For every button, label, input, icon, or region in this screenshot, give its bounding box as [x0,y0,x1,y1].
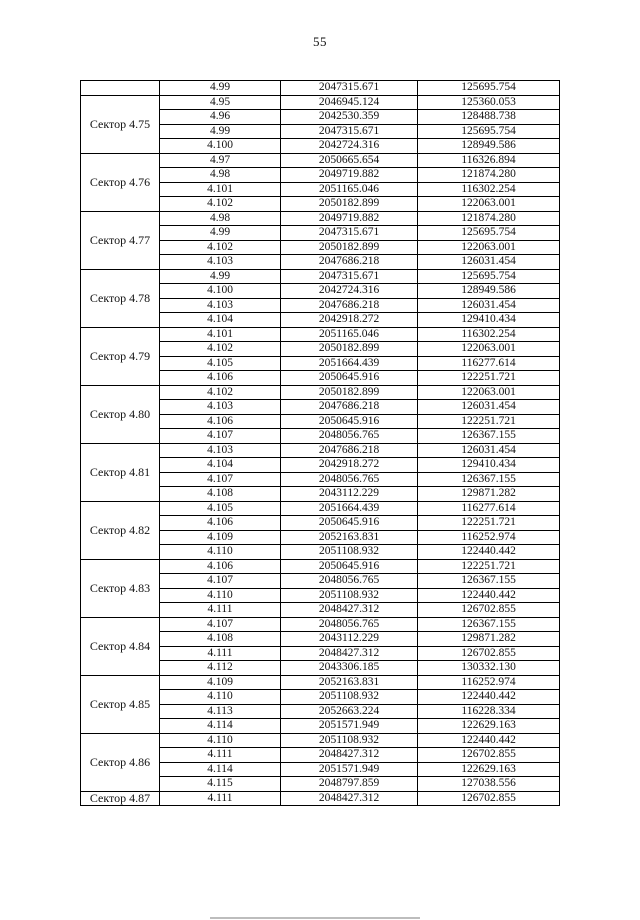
x-coordinate-cell: 2047315.671 [281,124,418,139]
point-cell: 4.102 [160,197,281,212]
y-coordinate-cell: 122251.721 [418,559,560,574]
y-coordinate-cell: 122440.442 [418,690,560,705]
sector-label: Сектор 4.84 [81,617,160,675]
x-coordinate-cell: 2051664.439 [281,356,418,371]
point-cell: 4.103 [160,255,281,270]
page-number: 55 [313,34,327,49]
x-coordinate-cell: 2043112.229 [281,487,418,502]
x-coordinate-cell: 2051108.932 [281,588,418,603]
point-cell: 4.107 [160,617,281,632]
y-coordinate-cell: 129410.434 [418,458,560,473]
y-coordinate-cell: 122440.442 [418,733,560,748]
y-coordinate-cell: 126367.155 [418,617,560,632]
x-coordinate-cell: 2051108.932 [281,733,418,748]
point-cell: 4.105 [160,356,281,371]
x-coordinate-cell: 2047315.671 [281,269,418,284]
y-coordinate-cell: 126031.454 [418,443,560,458]
x-coordinate-cell: 2051571.949 [281,719,418,734]
table-row [81,153,560,168]
y-coordinate-cell: 121874.280 [418,211,560,226]
y-coordinate-cell: 126367.155 [418,472,560,487]
y-coordinate-cell: 129410.434 [418,313,560,328]
point-cell: 4.102 [160,342,281,357]
x-coordinate-cell: 2042530.359 [281,110,418,125]
sector-label: Сектор 4.81 [81,443,160,501]
point-cell: 4.102 [160,240,281,255]
x-coordinate-cell: 2049719.882 [281,168,418,183]
y-coordinate-cell: 127038.556 [418,777,560,792]
x-coordinate-cell: 2048427.312 [281,791,418,806]
y-coordinate-cell: 116277.614 [418,356,560,371]
x-coordinate-cell: 2051664.439 [281,501,418,516]
x-coordinate-cell: 2048056.765 [281,472,418,487]
x-coordinate-cell: 2046945.124 [281,95,418,110]
x-coordinate-cell: 2048797.859 [281,777,418,792]
y-coordinate-cell: 116252.974 [418,530,560,545]
y-coordinate-cell: 125695.754 [418,81,560,96]
y-coordinate-cell: 125695.754 [418,269,560,284]
point-cell: 4.103 [160,443,281,458]
point-cell: 4.110 [160,545,281,560]
point-cell: 4.96 [160,110,281,125]
x-coordinate-cell: 2051165.046 [281,327,418,342]
x-coordinate-cell: 2051108.932 [281,545,418,560]
point-cell: 4.114 [160,762,281,777]
x-coordinate-cell: 2050645.916 [281,371,418,386]
point-cell: 4.95 [160,95,281,110]
y-coordinate-cell: 116302.254 [418,182,560,197]
point-cell: 4.100 [160,139,281,154]
y-coordinate-cell: 126031.454 [418,255,560,270]
table-row [81,733,560,748]
point-cell: 4.100 [160,284,281,299]
x-coordinate-cell: 2042724.316 [281,284,418,299]
y-coordinate-cell: 129871.282 [418,632,560,647]
point-cell: 4.101 [160,182,281,197]
y-coordinate-cell: 126367.155 [418,574,560,589]
scan-edge-mark [210,917,420,919]
y-coordinate-cell: 122629.163 [418,719,560,734]
y-coordinate-cell: 121874.280 [418,168,560,183]
x-coordinate-cell: 2047686.218 [281,298,418,313]
y-coordinate-cell: 126702.855 [418,646,560,661]
x-coordinate-cell: 2048427.312 [281,748,418,763]
point-cell: 4.106 [160,516,281,531]
point-cell: 4.103 [160,400,281,415]
point-cell: 4.106 [160,371,281,386]
point-cell: 4.109 [160,675,281,690]
point-cell: 4.107 [160,574,281,589]
y-coordinate-cell: 129871.282 [418,487,560,502]
x-coordinate-cell: 2052663.224 [281,704,418,719]
y-coordinate-cell: 130332.130 [418,661,560,676]
point-cell: 4.112 [160,661,281,676]
x-coordinate-cell: 2042724.316 [281,139,418,154]
x-coordinate-cell: 2050182.899 [281,197,418,212]
y-coordinate-cell: 125695.754 [418,226,560,241]
y-coordinate-cell: 116252.974 [418,675,560,690]
table-row [81,443,560,458]
y-coordinate-cell: 128949.586 [418,139,560,154]
point-cell: 4.99 [160,269,281,284]
sector-label: Сектор 4.85 [81,675,160,733]
point-cell: 4.105 [160,501,281,516]
x-coordinate-cell: 2052163.831 [281,675,418,690]
y-coordinate-cell: 128488.738 [418,110,560,125]
y-coordinate-cell: 116326.894 [418,153,560,168]
coordinates-table [80,80,560,806]
point-cell: 4.99 [160,226,281,241]
y-coordinate-cell: 128949.586 [418,284,560,299]
point-cell: 4.108 [160,487,281,502]
x-coordinate-cell: 2042918.272 [281,458,418,473]
table-row [81,559,560,574]
x-coordinate-cell: 2047686.218 [281,400,418,415]
table-row [81,269,560,284]
point-cell: 4.99 [160,124,281,139]
x-coordinate-cell: 2048427.312 [281,603,418,618]
x-coordinate-cell: 2050645.916 [281,559,418,574]
x-coordinate-cell: 2051108.932 [281,690,418,705]
y-coordinate-cell: 125695.754 [418,124,560,139]
y-coordinate-cell: 116302.254 [418,327,560,342]
sector-label: Сектор 4.77 [81,211,160,269]
point-cell: 4.99 [160,81,281,96]
x-coordinate-cell: 2050182.899 [281,342,418,357]
sector-label: Сектор 4.80 [81,385,160,443]
point-cell: 4.104 [160,313,281,328]
x-coordinate-cell: 2048056.765 [281,617,418,632]
sector-cell-empty [81,81,160,96]
point-cell: 4.107 [160,472,281,487]
sector-label: Сектор 4.79 [81,327,160,385]
point-cell: 4.109 [160,530,281,545]
point-cell: 4.107 [160,429,281,444]
y-coordinate-cell: 122440.442 [418,545,560,560]
y-coordinate-cell: 122440.442 [418,588,560,603]
x-coordinate-cell: 2048427.312 [281,646,418,661]
point-cell: 4.110 [160,690,281,705]
point-cell: 4.97 [160,153,281,168]
point-cell: 4.111 [160,603,281,618]
x-coordinate-cell: 2043306.185 [281,661,418,676]
x-coordinate-cell: 2047315.671 [281,226,418,241]
point-cell: 4.113 [160,704,281,719]
table-row [81,211,560,226]
table-row [81,617,560,632]
point-cell: 4.114 [160,719,281,734]
x-coordinate-cell: 2050645.916 [281,516,418,531]
point-cell: 4.110 [160,588,281,603]
table-row [81,501,560,516]
y-coordinate-cell: 122629.163 [418,762,560,777]
y-coordinate-cell: 116228.334 [418,704,560,719]
point-cell: 4.110 [160,733,281,748]
x-coordinate-cell: 2048056.765 [281,429,418,444]
point-cell: 4.98 [160,211,281,226]
point-cell: 4.102 [160,385,281,400]
point-cell: 4.104 [160,458,281,473]
y-coordinate-cell: 122063.001 [418,385,560,400]
y-coordinate-cell: 122251.721 [418,516,560,531]
point-cell: 4.101 [160,327,281,342]
table-row [81,95,560,110]
point-cell: 4.111 [160,791,281,806]
y-coordinate-cell: 122063.001 [418,197,560,212]
sector-label: Сектор 4.75 [81,95,160,153]
point-cell: 4.103 [160,298,281,313]
point-cell: 4.108 [160,632,281,647]
y-coordinate-cell: 126702.855 [418,791,560,806]
x-coordinate-cell: 2050665.654 [281,153,418,168]
y-coordinate-cell: 126702.855 [418,748,560,763]
x-coordinate-cell: 2050182.899 [281,385,418,400]
x-coordinate-cell: 2051165.046 [281,182,418,197]
table-row [81,327,560,342]
y-coordinate-cell: 116277.614 [418,501,560,516]
sector-label: Сектор 4.78 [81,269,160,327]
x-coordinate-cell: 2047315.671 [281,81,418,96]
point-cell: 4.115 [160,777,281,792]
point-cell: 4.111 [160,748,281,763]
y-coordinate-cell: 122251.721 [418,371,560,386]
sector-label: Сектор 4.83 [81,559,160,617]
x-coordinate-cell: 2043112.229 [281,632,418,647]
point-cell: 4.98 [160,168,281,183]
sector-label: Сектор 4.82 [81,501,160,559]
y-coordinate-cell: 126702.855 [418,603,560,618]
x-coordinate-cell: 2048056.765 [281,574,418,589]
y-coordinate-cell: 122251.721 [418,414,560,429]
sector-label: Сектор 4.86 [81,733,160,791]
table-row [81,675,560,690]
x-coordinate-cell: 2052163.831 [281,530,418,545]
y-coordinate-cell: 122063.001 [418,342,560,357]
x-coordinate-cell: 2042918.272 [281,313,418,328]
table-row [81,791,560,806]
x-coordinate-cell: 2049719.882 [281,211,418,226]
table-row [81,385,560,400]
y-coordinate-cell: 122063.001 [418,240,560,255]
y-coordinate-cell: 126031.454 [418,400,560,415]
x-coordinate-cell: 2051571.949 [281,762,418,777]
point-cell: 4.111 [160,646,281,661]
table-row [81,81,560,96]
point-cell: 4.106 [160,414,281,429]
sector-label: Сектор 4.76 [81,153,160,211]
y-coordinate-cell: 126031.454 [418,298,560,313]
x-coordinate-cell: 2050645.916 [281,414,418,429]
y-coordinate-cell: 125360.053 [418,95,560,110]
coordinates-table-body [81,81,560,806]
y-coordinate-cell: 126367.155 [418,429,560,444]
x-coordinate-cell: 2047686.218 [281,443,418,458]
x-coordinate-cell: 2047686.218 [281,255,418,270]
point-cell: 4.106 [160,559,281,574]
sector-label: Сектор 4.87 [81,791,160,806]
x-coordinate-cell: 2050182.899 [281,240,418,255]
